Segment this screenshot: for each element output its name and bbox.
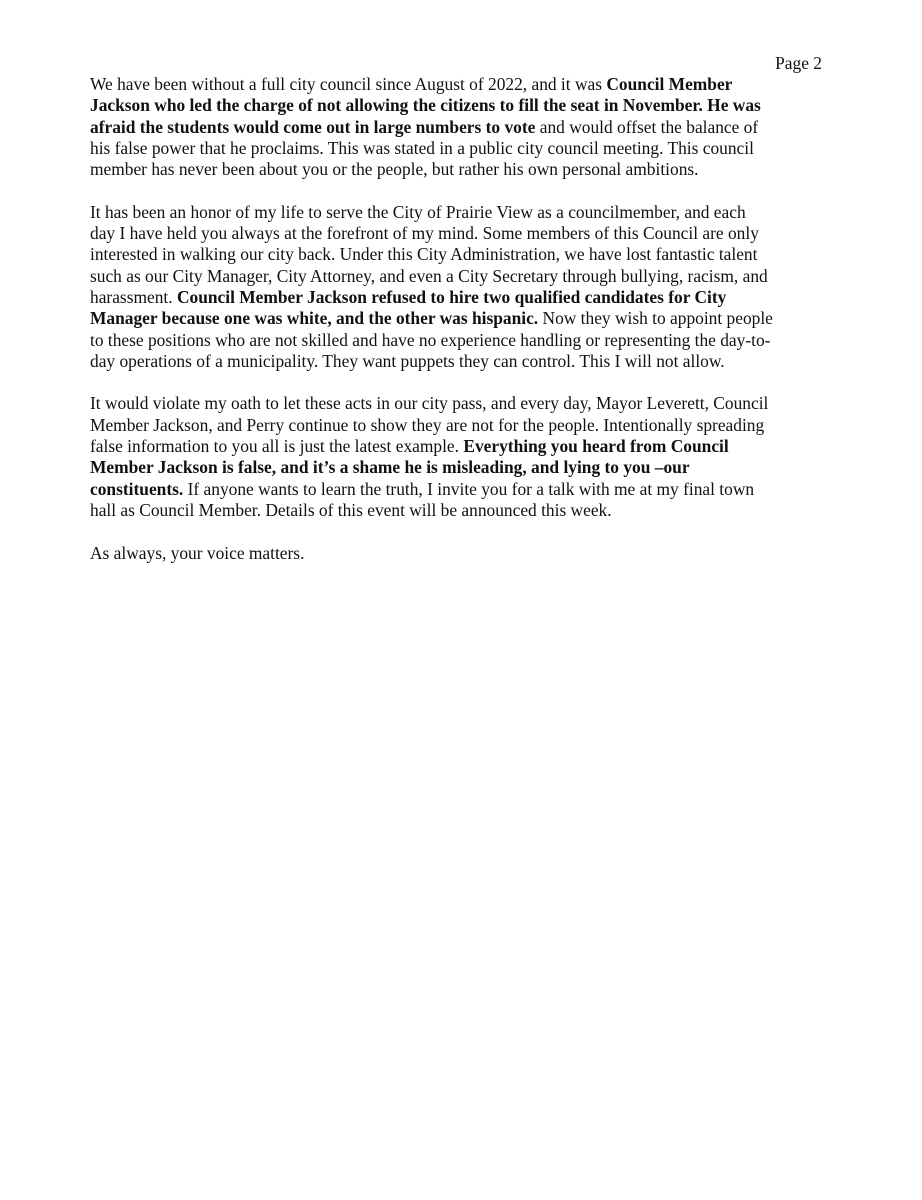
text-segment: his false power that he proclaims. This was stated in a public city council meeting. This council xyxy=(90,137,754,158)
text-line xyxy=(90,308,830,329)
text-line xyxy=(90,244,830,265)
text-line xyxy=(90,95,830,116)
text-line xyxy=(90,202,830,223)
text-segment: day operations of a municipality. They want puppets they can control. This I will not allow. xyxy=(90,350,725,371)
text-segment: As always, your voice matters. xyxy=(90,542,305,563)
text-segment: Now they wish to appoint people xyxy=(538,308,773,329)
text-segment: Member Jackson, and Perry continue to show they are not for the people. Intentionally spreading xyxy=(90,414,765,435)
bold-text: Council Member Jackson refused to hire two qualified candidates for City xyxy=(176,286,727,307)
text-line xyxy=(90,223,830,244)
bold-text: Manager because one was white, and the other was hispanic. xyxy=(90,308,539,329)
bold-text: constituents. xyxy=(90,478,184,499)
paragraph-3 xyxy=(90,393,830,521)
page-number: Page 2 xyxy=(775,53,822,73)
text-segment: day I have held you always at the forefront of my mind. Some members of this Council are only xyxy=(90,223,759,244)
text-line xyxy=(90,351,830,372)
bold-text: Council Member xyxy=(606,74,733,94)
paragraph-1 xyxy=(90,74,830,180)
text-segment: member has never been about you or the people, but rather his own personal ambitions. xyxy=(90,159,699,180)
text-segment: such as our City Manager, City Attorney, and even a City Secretary through bullying, racism, and xyxy=(90,265,768,286)
text-segment: hall as Council Member. Details of this event will be announced this week. xyxy=(90,499,612,520)
text-line xyxy=(90,415,830,436)
text-segment: harassment. xyxy=(90,286,177,307)
text-line xyxy=(90,393,830,414)
text-segment: false information to you all is just the latest example. xyxy=(90,436,464,457)
text-line xyxy=(90,117,830,138)
text-segment: If anyone wants to learn the truth, I invite you for a talk with me at my final town xyxy=(183,478,755,499)
text-line xyxy=(90,138,830,159)
text-line xyxy=(90,457,830,478)
text-line xyxy=(90,500,830,521)
text-segment: to these positions who are not skilled and have no experience handling or representing the day-to- xyxy=(90,329,771,350)
bold-text: Everything you heard from Council xyxy=(463,436,729,457)
bold-text: Member Jackson is false, and it’s a shame he is misleading, and lying to you –our xyxy=(90,457,690,478)
paragraph-4 xyxy=(90,543,830,564)
text-segment: We have been without a full city council since August of 2022, and it was xyxy=(90,74,607,94)
text-line xyxy=(90,330,830,351)
text-segment: and would offset the balance of xyxy=(535,116,759,137)
text-line xyxy=(90,74,830,95)
text-line xyxy=(90,436,830,457)
text-line xyxy=(90,479,830,500)
bold-text: Jackson who led the charge of not allowing the citizens to fill the seat in November. He was xyxy=(90,95,761,116)
text-line xyxy=(90,543,830,564)
text-line xyxy=(90,287,830,308)
text-line xyxy=(90,266,830,287)
paragraph-2 xyxy=(90,202,830,372)
text-segment: It would violate my oath to let these acts in our city pass, and every day, Mayor Leverett, Council xyxy=(90,393,769,414)
text-line xyxy=(90,159,830,180)
text-segment: It has been an honor of my life to serve the City of Prairie View as a councilmember, and each xyxy=(90,201,746,222)
bold-text: afraid the students would come out in large numbers to vote xyxy=(90,116,536,137)
letter-body xyxy=(90,74,830,585)
text-segment: interested in walking our city back. Under this City Administration, we have lost fantastic talent xyxy=(90,244,758,265)
